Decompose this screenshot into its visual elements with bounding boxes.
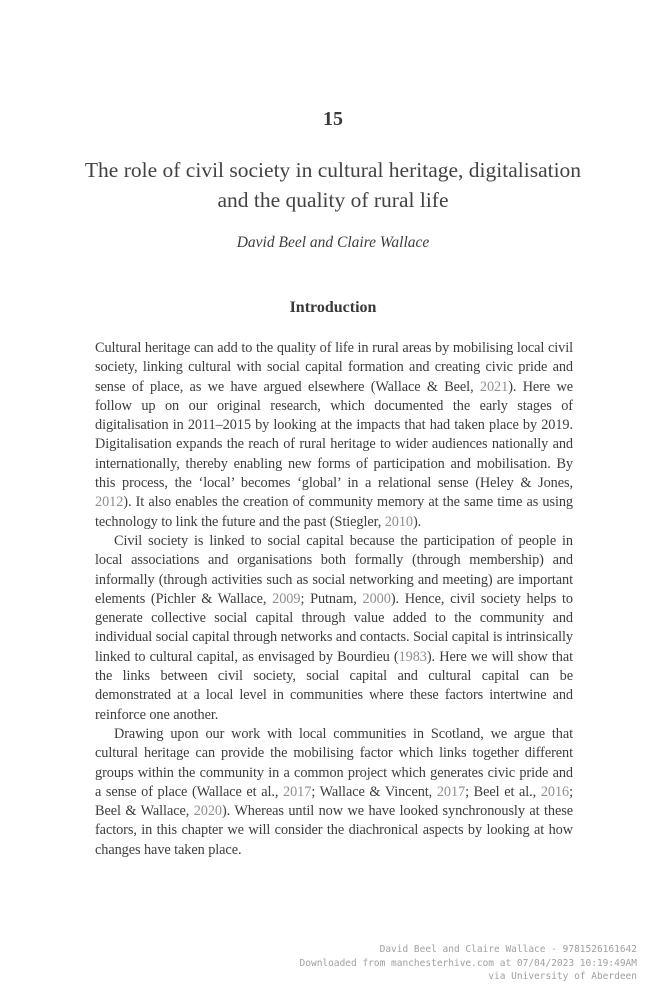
paragraph-text: ). It also enables the creation of community memory at the same time as using technology to link the future and the past (Stiegler, [95, 494, 573, 530]
citation-year-link[interactable]: 1983 [398, 648, 427, 665]
paragraph-1 [95, 339, 573, 532]
paragraph-text: ; Beel & Wallace, [95, 783, 573, 820]
paragraph-text: ; Putnam, [300, 590, 363, 607]
footer-citation-line: David Beel and Claire Wallace - 9781526161642 [379, 944, 637, 955]
citation-year-link[interactable]: 2017 [436, 783, 466, 800]
paragraph-text: ). [413, 513, 422, 530]
paragraph-3 [95, 725, 573, 860]
citation-year-link[interactable]: 2000 [362, 590, 391, 607]
paragraph-2 [95, 532, 573, 725]
footer-download-line: Downloaded from manchesterhive.com at 07/04/2023 10:19:49AM [299, 957, 637, 969]
paragraph-text: ). Hence, civil society helps to generate collective social capital through value added to the community and individual social capital through networks and contacts. Social capital is intrinsically linked to cultural capital, as envisaged by Bourdieu ( [95, 590, 573, 665]
citation-year-link[interactable]: 2010 [384, 513, 413, 530]
citation-year-link[interactable]: 2012 [95, 494, 124, 511]
body-text [95, 339, 573, 860]
paragraph-text: ). Here we will show that the links between civil society, social capital and cultural capital can be demonstrated at a local level in communities where these factors intertwine and reinforce one another. [95, 648, 573, 723]
paragraph-text: Cultural heritage can add to the quality of life in rural areas by mobilising local civil society, linking cultural with social capital formation and creating civic pride and sense of place, as we have argued elsewhere (Wallace & Beel, [95, 340, 573, 395]
footer-via-line: via University of Aberdeen [488, 971, 637, 982]
paragraph-text: Drawing upon our work with local communities in Scotland, we argue that cultural heritage can provide the mobilising factor which links together different groups within the community in a common project which generates civic pride and a sense of place (Wallace et al., [95, 725, 573, 800]
chapter-authors: David Beel and Claire Wallace [236, 234, 430, 251]
citation-year-link[interactable]: 2017 [283, 783, 312, 800]
paragraph-text: ; Beel et al., [465, 783, 541, 800]
citation-year-link[interactable]: 2020 [193, 803, 222, 820]
paragraph-text: ). Whereas until now we have looked synchronously at these factors, in this chapter we will consider the diachronical aspects by looking at how changes have taken place. [95, 803, 573, 858]
citation-year-link[interactable]: 2021 [479, 378, 509, 395]
download-stamp [300, 943, 637, 984]
chapter-title: The role of civil society in cultural heritage, digitalisation and the quality of rural life [84, 158, 582, 212]
paragraph-text: ). Here we follow up on our original research, which documented the early stages of digitalisation in 2011–2015 by looking at the impacts that had taken place by 2019. Digitalisation expands the reach of rural heritage to wider audiences nationally and internationally, thereby enabling new forms of participation and mobilisation. By this process, the ‘local’ becomes ‘global’ in a relational sense (Heley & Jones, [95, 378, 573, 492]
chapter-number: 15 [323, 108, 343, 130]
section-heading-introduction: Introduction [289, 299, 377, 316]
citation-year-link[interactable]: 2009 [272, 590, 301, 607]
paragraph-text: Civil society is linked to social capital because the participation of people in local associations and organisations both formally (through membership) and informally (through activities such as social networking and meeting) are important elements (Pichler & Wallace, [95, 532, 573, 607]
paragraph-text: ; Wallace & Vincent, [311, 783, 437, 800]
citation-year-link[interactable]: 2016 [540, 783, 570, 800]
